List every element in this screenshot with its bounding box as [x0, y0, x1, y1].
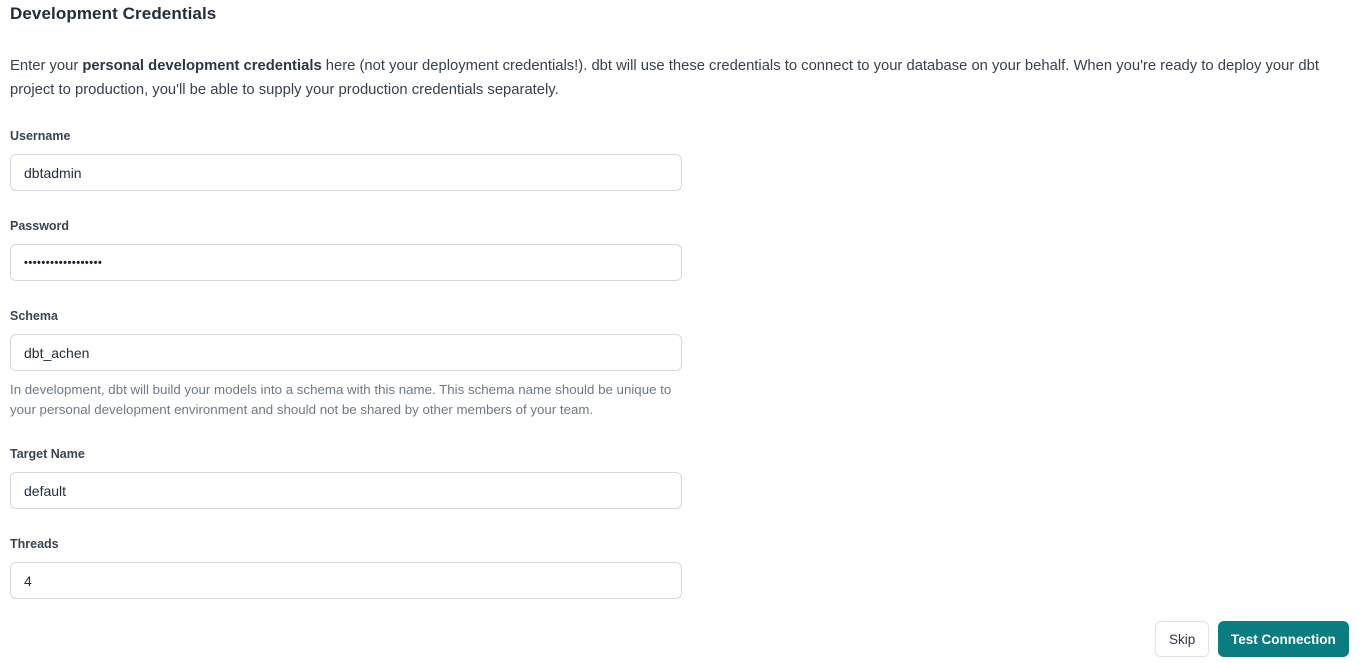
- target-name-label: Target Name: [10, 447, 85, 461]
- schema-help-text: In development, dbt will build your models into a schema with this name. This schema name should be unique to your personal development environment and should not be shared by other members of your team.: [10, 382, 672, 417]
- intro-part2: here (not your deployment credentials!). dbt will use these credentials to connect to your database on your behalf. When you're ready to deploy your dbt project to production, you'll be able to supply your production credentials separately.: [10, 58, 1319, 98]
- intro-text: [10, 54, 1342, 102]
- page-title: Development Credentials: [10, 4, 217, 23]
- username-input[interactable]: [10, 154, 682, 191]
- intro-part1: Enter your: [10, 58, 83, 74]
- schema-label: Schema: [10, 309, 58, 323]
- threads-label: Threads: [10, 537, 59, 551]
- username-label: Username: [10, 129, 71, 143]
- target-name-input[interactable]: [10, 472, 682, 509]
- schema-input[interactable]: [10, 334, 682, 371]
- test-connection-button[interactable]: Test Connection: [1218, 621, 1349, 657]
- password-input[interactable]: [10, 244, 682, 281]
- threads-input[interactable]: [10, 562, 682, 599]
- intro-bold: personal development credentials: [82, 58, 322, 74]
- skip-button[interactable]: Skip: [1155, 621, 1209, 657]
- password-label: Password: [10, 219, 70, 233]
